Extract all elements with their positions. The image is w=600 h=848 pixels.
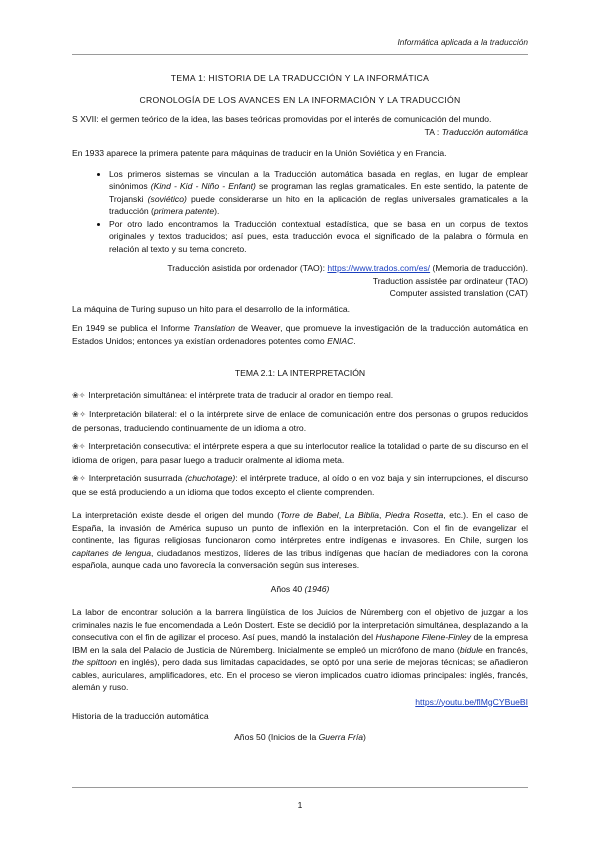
p1933-paragraph: En 1933 aparece la primera patente para máquinas de traducir en la Unión Soviética y en Francia. [72,148,447,158]
running-header: Informática aplicada a la traducción [397,37,528,47]
header-rule [72,54,528,55]
s17-paragraph: S XVII: el germen teórico de la idea, las bases teóricas promovidas por el interés de comunicación del mundo. [72,114,492,124]
page-subtitle: CRONOLOGÍA DE LOS AVANCES EN LA INFORMACIÓN Y LA TRADUCCIÓN [139,94,461,105]
interp-simultanea: ❀✧ Interpretación simultánea: el intérprete trata de traducir al orador en tiempo real. [72,389,394,400]
anos50-heading: Años 50 (Inicios de la Guerra Fría) [234,731,366,742]
page-number: 1 [297,800,303,810]
nuremberg-paragraph: La labor de encontrar solución a la barrera lingüística de los Juicios de Núremberg con el objetivo de juzgar a los criminales nazis le fue encomendada a León Dostert. Este se decidió por la interpretación simultánea, desplazando a la consecutiva con el fin de agilizar el proceso. Así pues, mandó la instalación del Hushapone Filene-Finley de la empresa IBM en la sala del Palacio de Justicia de Núremberg. Inicialmente se empleó un micrófono de mano (bidule en francés, the spittoon en inglés), pero dada sus limitadas capacidades, se optó por una serie de mejoras técnicas; se añadieron cables, auriculares, amplificadores, etc. En el proceso se vieron implicados cuatro idiomas principales: inglés, francés, alemán y ruso. [72,607,529,692]
origen-paragraph: La interpretación existe desde el origen del mundo (Torre de Babel, La Biblia, Piedra Rosetta, etc.). En el caso de España, la invasión de América supuso un punto de inflexión en la interpretación. Con el fin de evangelizar el continente, las figuras religiosas funcionaron como intérpretes entre indígenas e invasores. En Chile, surgen los capitanes de lengua, ciudadanos mestizos, líderes de las tribus indígenas que hacían de mediadores con la corona española, aunque cada uno favorecía la conversación según sus intereses. [72,510,528,570]
flower-icon: ❀✧ [72,410,86,419]
turing-paragraph: La máquina de Turing supuso un hito para el desarrollo de la informática. [72,303,351,314]
youtube-line [72,696,528,709]
flower-icon: ❀✧ [72,474,86,483]
ta-prefix: TA : [424,126,442,137]
footer-rule [72,787,528,788]
tao-french: Traduction assistée par ordinateur (TAO) [372,275,528,286]
bullet-reglas: • Los primeros sistemas se vinculan a la Traducción automática basada en reglas, en lugar de emplear sinónimos (Kind - Kid - Niño - Enfant) se programan las reglas gramaticales. En este sentido, la patente de Trojanski (soviético) puede considerarse un hito en la aplicación de reglas universales gramaticales a la traducción (primera patente). [109,168,528,218]
trados-link[interactable]: https://www.trados.com/es/ [327,263,431,273]
bullet-list [72,168,528,256]
interp-bilateral: ❀✧ Interpretación bilateral: el o la intérprete sirve de enlace de comunicación entre dos personas o grupos reducidos de personas, traduciendo continuamente de un idioma a otro. [72,409,528,433]
tema21-heading: TEMA 2.1: LA INTERPRETACIÓN [234,368,366,378]
flower-icon: ❀✧ [72,390,86,400]
flower-icon: ❀✧ [72,442,86,451]
interp-consecutiva: ❀✧ Interpretación consecutiva: el intérprete espera a que su interlocutor realice la totalidad o parte de su discurso en el idioma de origen, para pasar luego a traducir oralmente al idioma meta. [72,441,529,465]
ta-italic: Traducción automática [441,126,528,137]
ta-line [72,126,528,139]
bullet-estadistica: • Por otro lado encontramos la Traducción contextual estadística, que se basa en un corpus de textos originales y textos traducidos; así pues, esta traducción evoca el significado de la palabra o fórmula en relación al texto y su tema concreto. [109,218,528,256]
historia-line: Historia de la traducción automática [72,711,209,721]
interp-susurrada: ❀✧ Interpretación susurrada (chuchotage): el intérprete traduce, al oído o en voz baja y sin interrupciones, el discurso que se está produciendo a un idioma que todos excepto el cliente comprenden. [72,473,528,497]
tao-line: Traducción asistida por ordenador (TAO): https://www.trados.com/es/ (Memoria de traducción). [167,263,528,273]
page-body [72,70,528,743]
tao-english: Computer assisted translation (CAT) [389,288,528,298]
anos40-heading: Años 40 (1946) [270,583,330,594]
youtube-link[interactable]: https://youtu.be/flMgCYBueBI [415,696,528,707]
p1949-paragraph: En 1949 se publica el Informe Translation de Weaver, que promueve la investigación de la traducción automática en Estados Unidos; entonces ya existían ordenadores potentes como ENIAC. [72,323,529,346]
page-title: TEMA 1: HISTORIA DE LA TRADUCCIÓN Y LA INFORMÁTICA [170,73,430,83]
